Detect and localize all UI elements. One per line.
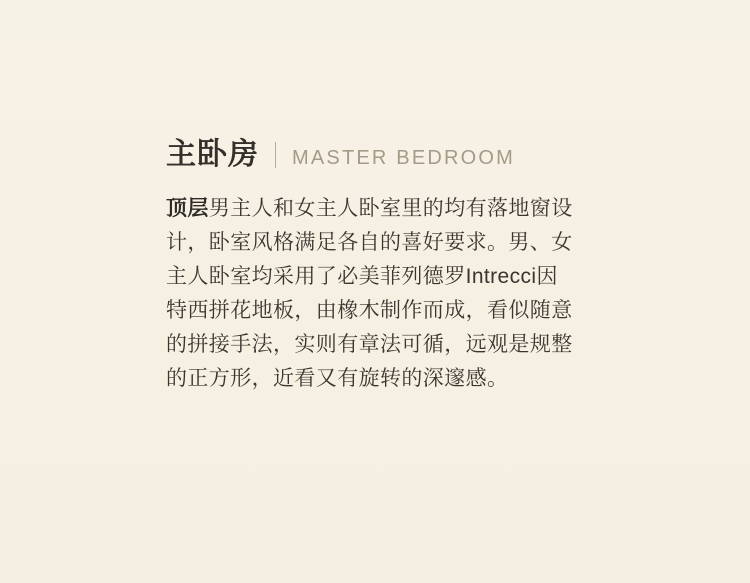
body-rest: 男主人和女主人卧室里的均有落地窗设计，卧室风格满足各自的喜好要求。男、女主人卧室均采用了必美菲列德罗Intrecci因特西拼花地板，由橡木制作而成，看似随意的拼接手法，实则有章法可循，远观是规整的正方形，近看又有旋转的深邃感。 [166, 197, 573, 391]
title-divider [275, 142, 276, 168]
body-lead: 顶层 [166, 197, 209, 220]
page-title: 主卧房 [166, 138, 259, 171]
section-content [166, 138, 586, 417]
page-subtitle: MASTER BEDROOM [292, 147, 516, 169]
section-heading [166, 138, 586, 171]
body-paragraph [166, 192, 574, 396]
